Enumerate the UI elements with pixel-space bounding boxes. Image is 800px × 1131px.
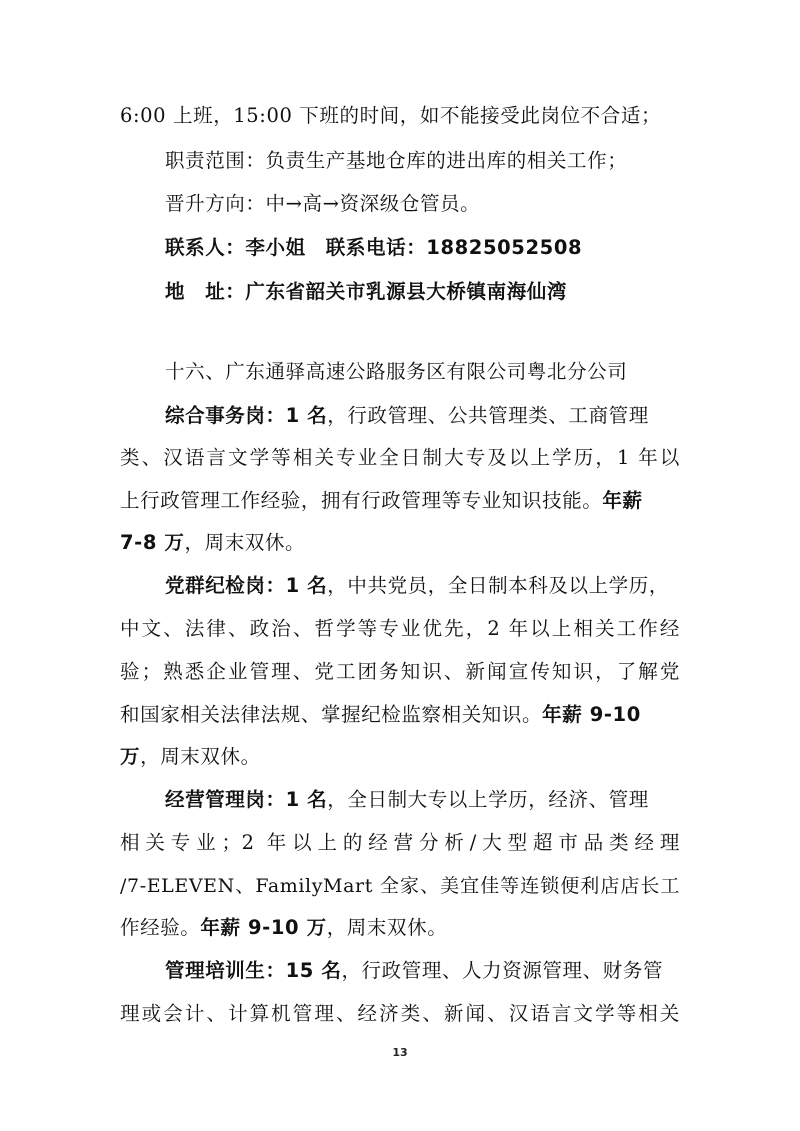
job-text: ，行政管理、公共管理类、工商管理 [327,404,649,427]
paragraph-line: 职责范围：负责生产基地仓库的进出库的相关工作； [165,149,628,172]
job-line [165,786,680,814]
job-line [165,402,680,430]
salary-text: 年薪 9-10 万 [200,916,327,939]
job-line: 中文、法律、政治、哲学等专业优先，2 年以上相关工作经 [120,617,680,640]
job-text: 和国家相关法律法规、掌握纪检监察相关知识。 [120,703,543,726]
job-text: ，周末双休。 [326,916,448,939]
job-line: 验；熟悉企业管理、党工团务知识、新闻宣传知识，了解党 [120,660,680,683]
job-line: 理或会计、计算机管理、经济类、新闻、汉语言文学等相关 [120,1002,680,1025]
page-number: 13 [392,1046,408,1059]
job-line [120,914,680,942]
job-text: ，周末双休。 [140,745,261,768]
job-line: /7-ELEVEN、FamilyMart 全家、美宜佳等连锁便利店店长工 [120,875,680,897]
job-text: 作经验。 [120,916,201,939]
job-label: 管理培训生：15 名 [165,959,342,982]
job-label: 综合事务岗：1 名 [165,404,328,427]
job-line: 相关专业；2 年以上的经营分析/大型超市品类经理 [120,831,680,854]
paragraph-line: 晋升方向：中→高→资深级仓管员。 [165,192,481,215]
job-line [120,701,680,729]
job-line [120,743,680,771]
job-text: ，行政管理、人力资源管理、财务管 [341,959,664,982]
job-line [120,529,680,557]
job-text: ，中共党员，全日制本科及以上学历， [327,574,669,597]
job-line: 类、汉语言文学等相关专业全日制大专及以上学历，1 年以 [120,446,680,469]
paragraph-line: 6:00 上班，15:00 下班的时间，如不能接受此岗位不合适； [120,104,662,127]
job-text: 上行政管理工作经验，拥有行政管理等专业知识技能。 [120,489,603,512]
salary-text: 万 [120,745,141,768]
contact-line: 联系人：李小姐 联系电话：18825052508 [165,236,583,259]
salary-text: 7-8 万 [120,531,185,554]
salary-text: 年薪 [602,489,643,512]
job-text: ，周末双休。 [184,531,306,554]
job-label: 经营管理岗：1 名 [165,788,328,811]
job-line [165,957,680,985]
job-label: 党群纪检岗：1 名 [165,574,328,597]
salary-text: 年薪 9-10 [542,703,641,726]
address-line: 地 址：广东省韶关市乳源县大桥镇南海仙湾 [165,280,568,303]
job-line [165,572,680,600]
job-text: ，全日制大专以上学历，经济、管理 [327,788,649,811]
company-heading: 十六、广东通驿高速公路服务区有限公司粤北分公司 [165,360,628,383]
job-line [120,487,680,515]
